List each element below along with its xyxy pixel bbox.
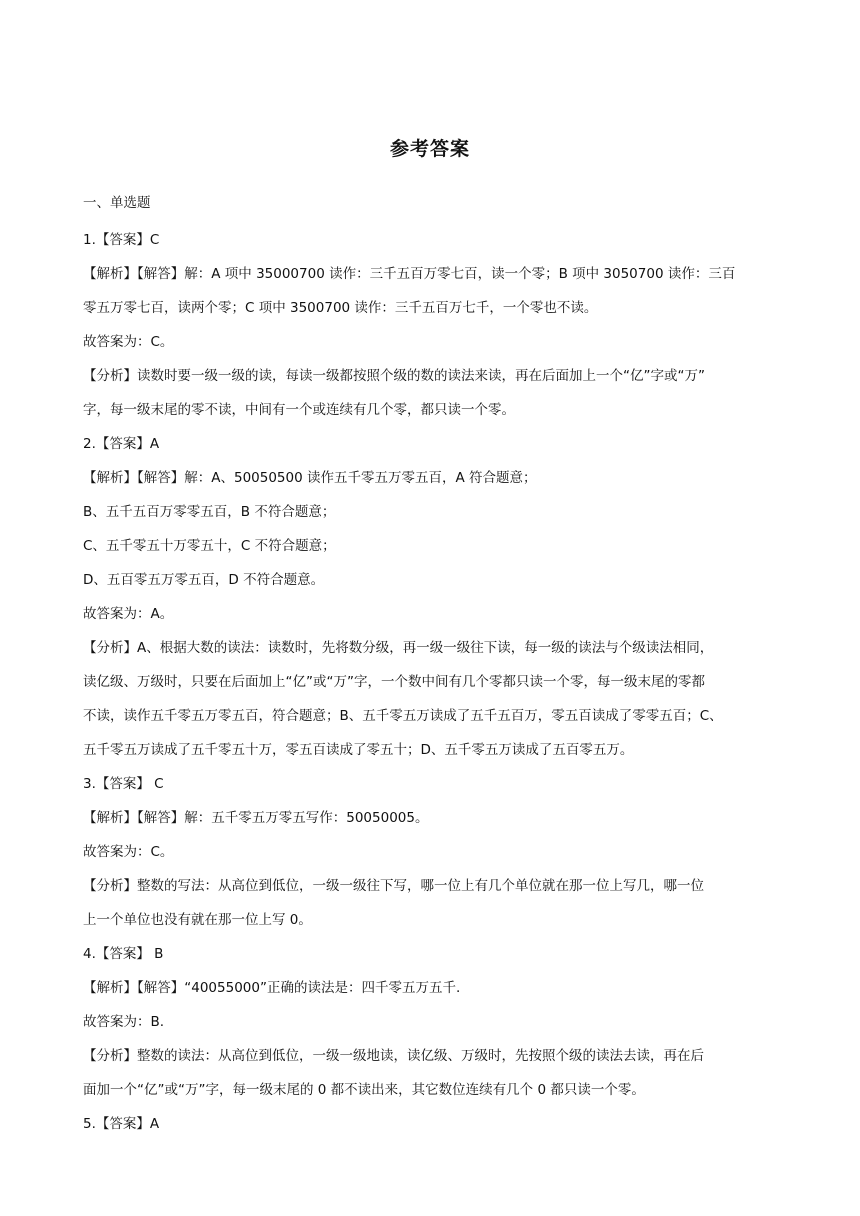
answer-line: 故答案为：A。 <box>83 606 174 622</box>
answer-line: 上一个单位也没有就在那一位上写 0。 <box>83 912 312 928</box>
answer-line: 【解析】【解答】解：A、50050500 读作五千零五万零五百，A 符合题意； <box>83 470 537 486</box>
answer-line: 3.【答案】 C <box>83 776 164 792</box>
section-heading: 一、单选题 <box>83 195 151 211</box>
answer-line: 面加一个“亿”或“万”字，每一级末尾的 0 都不读出来，其它数位连续有几个 0 都只读一个零。 <box>83 1082 645 1098</box>
answer-line: 【分析】读数时要一级一级的读，每读一级都按照个级的数的读法来读，再在后面加上一个“亿”字或“万” <box>83 368 705 384</box>
answer-line: 【分析】整数的读法：从高位到低位，一级一级地读，读亿级、万级时，先按照个级的读法去读，再在后 <box>83 1048 704 1064</box>
answer-line: 零五万零七百，读两个零；C 项中 3500700 读作：三千五百万七千，一个零也不读。 <box>83 300 598 316</box>
answer-line: 5.【答案】A <box>83 1116 160 1132</box>
answer-line: 【分析】A、根据大数的读法：读数时，先将数分级，再一级一级往下读，每一级的读法与个级读法相同， <box>83 640 714 656</box>
answer-line: D、五百零五万零五百，D 不符合题意。 <box>83 572 325 588</box>
answer-line: B、五千五百万零零五百，B 不符合题意； <box>83 504 336 520</box>
answer-line: 4.【答案】 B <box>83 946 164 962</box>
answer-content <box>83 186 783 1141</box>
answer-line: 【分析】整数的写法：从高位到低位，一级一级往下写，哪一位上有几个单位就在那一位上写几，哪一位 <box>83 878 704 894</box>
answer-line: 【解析】【解答】解：A 项中 35000700 读作：三千五百万零七百，读一个零；B 项中 3050700 读作：三百 <box>83 266 736 282</box>
answer-line: 故答案为：C。 <box>83 844 174 860</box>
answer-line: 不读，读作五千零五万零五百，符合题意；B、五千零五万读成了五千五百万，零五百读成了零零五百；C、 <box>83 708 723 724</box>
page-title: 参考答案 <box>389 138 470 160</box>
answer-line: 字，每一级末尾的零不读，中间有一个或连续有几个零，都只读一个零。 <box>83 402 515 418</box>
answer-line: 五千零五万读成了五千零五十万，零五百读成了零五十；D、五千零五万读成了五百零五万。 <box>83 742 634 758</box>
answer-line: 1.【答案】C <box>83 232 160 248</box>
answer-line: 2.【答案】A <box>83 436 160 452</box>
answer-line: 【解析】【解答】“40055000”正确的读法是：四千零五万五千. <box>83 980 461 996</box>
answer-line: C、五千零五十万零五十，C 不符合题意； <box>83 538 336 554</box>
answer-line: 【解析】【解答】解：五千零五万零五写作：50050005。 <box>83 810 429 826</box>
answer-line: 读亿级、万级时，只要在后面加上“亿”或“万”字，一个数中间有几个零都只读一个零，每一级末尾的零都 <box>83 674 705 690</box>
answer-line: 故答案为：C。 <box>83 334 174 350</box>
answer-line: 故答案为：B. <box>83 1014 165 1030</box>
